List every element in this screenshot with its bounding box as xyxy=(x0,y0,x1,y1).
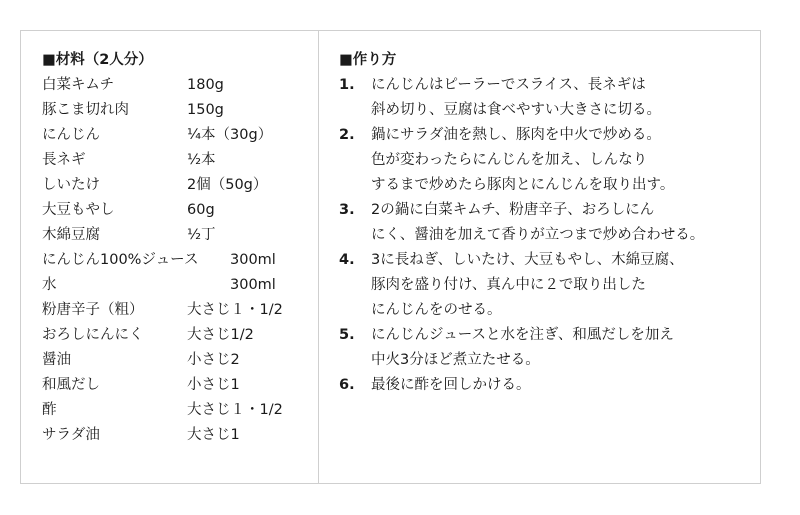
ingredient-quantity: ¼本（30g） xyxy=(187,127,273,143)
method-step xyxy=(339,198,754,248)
method-steps xyxy=(339,73,754,398)
ingredient-name: 白菜キムチ xyxy=(42,77,115,93)
method-step xyxy=(339,248,754,323)
step-number: 3. xyxy=(339,202,355,218)
step-text: 斜め切り、豆腐は食べやすい大きさに切る。 xyxy=(371,102,661,118)
ingredient-quantity: ½丁 xyxy=(187,227,216,243)
ingredient-quantity: 60g xyxy=(187,202,215,218)
step-line xyxy=(339,73,754,98)
ingredient-name: にんじん100%ジュース xyxy=(42,252,199,268)
ingredient-name: 長ネギ xyxy=(42,152,86,168)
ingredient-name: サラダ油 xyxy=(42,427,100,443)
ingredient-name: 水 xyxy=(42,277,57,293)
ingredient-name: 酢 xyxy=(42,402,57,418)
method-step xyxy=(339,123,754,198)
ingredient-quantity: 小さじ2 xyxy=(187,352,240,368)
ingredient-name: 木綿豆腐 xyxy=(42,227,100,243)
ingredient-row xyxy=(42,323,312,348)
step-text: 中火3分ほど煮立たせる。 xyxy=(371,352,540,368)
ingredient-name: 豚こま切れ肉 xyxy=(42,102,129,118)
step-text: 鍋にサラダ油を熱し、豚肉を中火で炒める。 xyxy=(371,127,661,143)
ingredient-quantity: ½本 xyxy=(187,152,216,168)
ingredient-name: にんじん xyxy=(42,127,100,143)
ingredient-name: しいたけ xyxy=(42,177,100,193)
step-line xyxy=(339,248,754,273)
ingredient-quantity: 180g xyxy=(187,77,224,93)
ingredient-row xyxy=(42,398,312,423)
step-text: 豚肉を盛り付け、真ん中に２で取り出した xyxy=(371,277,646,293)
ingredient-quantity: 小さじ1 xyxy=(187,377,240,393)
ingredient-quantity: 300ml xyxy=(230,252,276,268)
ingredient-name: 大豆もやし xyxy=(42,202,115,218)
step-number: 1. xyxy=(339,77,355,93)
ingredient-row xyxy=(42,98,312,123)
ingredient-quantity: 2個（50g） xyxy=(187,177,268,193)
method-heading: ■作り方 xyxy=(339,52,397,68)
step-text: 最後に酢を回しかける。 xyxy=(371,377,531,393)
ingredient-quantity: 大さじ１・1/2 xyxy=(187,302,283,318)
ingredient-quantity: 300ml xyxy=(230,277,276,293)
ingredient-row xyxy=(42,148,312,173)
ingredient-row xyxy=(42,273,312,298)
ingredient-quantity: 大さじ１・1/2 xyxy=(187,402,283,418)
step-text: 色が変わったらにんじんを加え、しんなり xyxy=(371,152,648,168)
ingredient-row xyxy=(42,423,312,448)
step-number: 4. xyxy=(339,252,355,268)
ingredient-row xyxy=(42,73,312,98)
ingredient-row xyxy=(42,298,312,323)
method-step xyxy=(339,373,754,398)
step-line xyxy=(339,273,754,298)
step-line xyxy=(339,298,754,323)
ingredient-row xyxy=(42,348,312,373)
step-line xyxy=(339,198,754,223)
ingredient-name: おろしにんにく xyxy=(42,327,144,343)
ingredient-row xyxy=(42,173,312,198)
column-divider xyxy=(318,31,319,483)
ingredient-row xyxy=(42,248,312,273)
step-text: するまで炒めたら豚肉とにんじんを取り出す。 xyxy=(371,177,675,193)
step-line xyxy=(339,123,754,148)
step-line xyxy=(339,223,754,248)
method-section xyxy=(339,48,754,398)
step-line xyxy=(339,98,754,123)
ingredient-name: 醤油 xyxy=(42,352,71,368)
recipe-card xyxy=(20,30,761,484)
step-number: 2. xyxy=(339,127,355,143)
ingredients-list xyxy=(42,73,312,448)
ingredients-section xyxy=(42,48,312,448)
step-line xyxy=(339,348,754,373)
step-text: にんじんをのせる。 xyxy=(371,302,502,318)
ingredient-quantity: 大さじ1 xyxy=(187,427,240,443)
step-line xyxy=(339,373,754,398)
ingredient-row xyxy=(42,373,312,398)
step-text: 3に長ねぎ、しいたけ、大豆もやし、木綿豆腐、 xyxy=(371,252,684,268)
ingredient-row xyxy=(42,123,312,148)
ingredient-row xyxy=(42,198,312,223)
method-step xyxy=(339,323,754,373)
step-number: 6. xyxy=(339,377,355,393)
method-step xyxy=(339,73,754,123)
ingredient-row xyxy=(42,223,312,248)
ingredients-heading: ■材料（2人分） xyxy=(42,52,153,68)
ingredient-name: 和風だし xyxy=(42,377,100,393)
step-line xyxy=(339,323,754,348)
step-text: にんじんジュースと水を注ぎ、和風だしを加え xyxy=(371,327,674,343)
step-text: にく、醤油を加えて香りが立つまで炒め合わせる。 xyxy=(371,227,705,243)
ingredient-quantity: 150g xyxy=(187,102,224,118)
step-line xyxy=(339,148,754,173)
ingredient-quantity: 大さじ1/2 xyxy=(187,327,254,343)
step-text: 2の鍋に白菜キムチ、粉唐辛子、おろしにん xyxy=(371,202,655,218)
step-line xyxy=(339,173,754,198)
ingredient-name: 粉唐辛子（粗） xyxy=(42,302,144,318)
step-text: にんじんはピーラーでスライス、長ネギは xyxy=(371,77,646,93)
step-number: 5. xyxy=(339,327,355,343)
